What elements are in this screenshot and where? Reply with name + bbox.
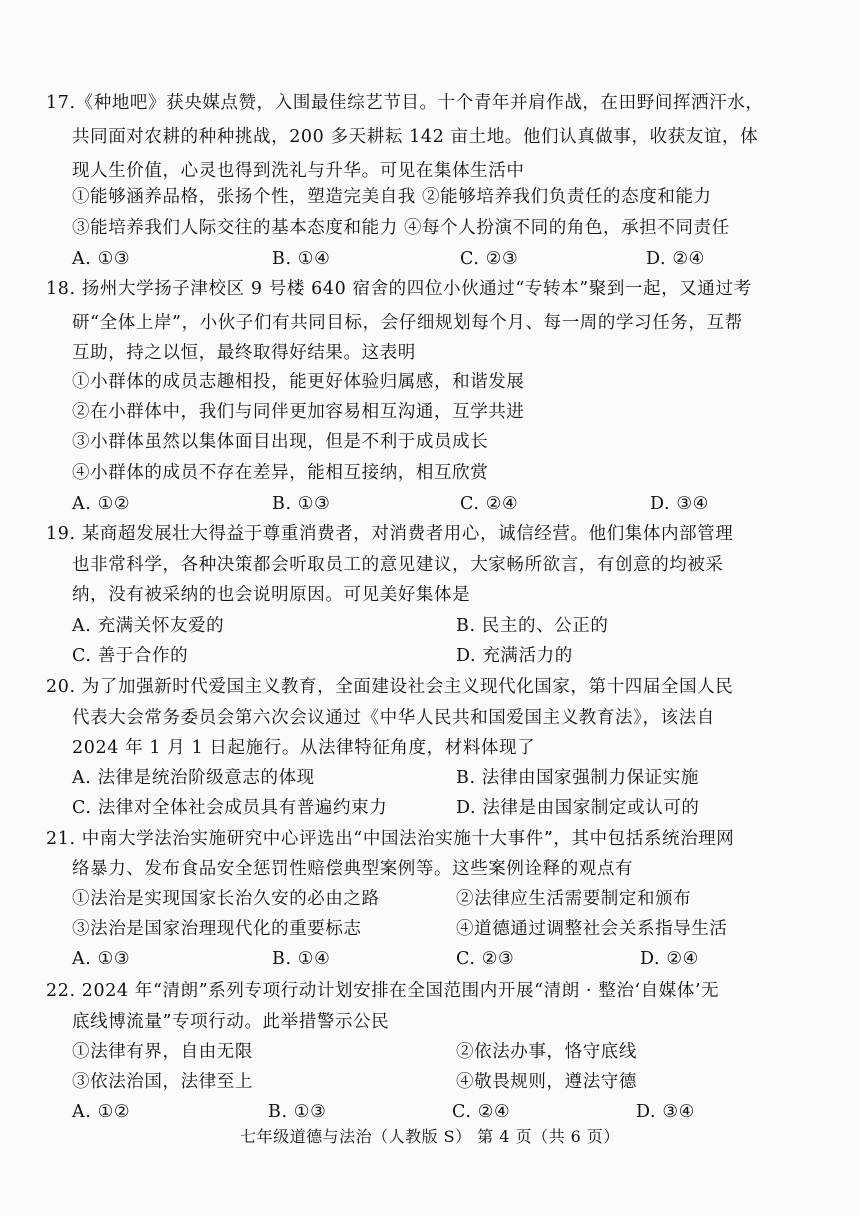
question-text: 共同面对农耕的种种挑战，200 多天耕耘 142 亩土地。他们认真做事，收获友谊，体 bbox=[72, 127, 759, 147]
statement: ④敬畏规则，遵法守德 bbox=[456, 1072, 637, 1092]
question-text: 互助，持之以恒，最终取得好结果。这表明 bbox=[72, 343, 416, 363]
option-a: A. 充满关怀友爱的 bbox=[72, 616, 225, 636]
option-b: B. 民主的、公正的 bbox=[456, 616, 609, 636]
option-d: D. ③④ bbox=[650, 494, 709, 514]
option-a: A. ①② bbox=[72, 494, 131, 514]
statement: ③法治是国家治理现代化的重要标志 bbox=[72, 919, 362, 939]
option-c: C. ②③ bbox=[456, 949, 515, 969]
option-d: D. ②④ bbox=[640, 949, 699, 969]
option-b: B. ①③ bbox=[272, 494, 331, 514]
question-text: 也非常科学，各种决策都会听取员工的意见建议，大家畅所欲言，有创意的均被采 bbox=[72, 555, 724, 575]
question-text: 现人生价值，心灵也得到洗礼与升华。可见在集体生活中 bbox=[72, 161, 525, 181]
statement: ②在小群体中，我们与同伴更加容易相互沟通，互学共进 bbox=[72, 402, 525, 422]
statement: ②法律应生活需要制定和颁布 bbox=[456, 889, 692, 909]
option-c: C. 法律对全体社会成员具有普遍约束力 bbox=[72, 798, 388, 818]
option-a: A. ①③ bbox=[72, 249, 131, 269]
statement: ①法律有界，自由无限 bbox=[72, 1042, 253, 1062]
statement: ④小群体的成员不存在差异，能相互接纳，相互欣赏 bbox=[72, 463, 489, 483]
question-text: 底线博流量”专项行动。此举措警示公民 bbox=[72, 1012, 390, 1032]
statement: ①法治是实现国家长治久安的必由之路 bbox=[72, 889, 380, 909]
question-text: 17.《种地吧》获央媒点赞，入围最佳综艺节目。十个青年并肩作战，在田野间挥洒汗水， bbox=[46, 93, 764, 113]
statement: ③能培养我们人际交往的基本态度和能力 ④每个人扮演不同的角色，承担不同责任 bbox=[72, 218, 730, 238]
option-b: B. 法律由国家强制力保证实施 bbox=[456, 768, 699, 788]
page-footer: 七年级道德与法治（人教版 S） 第 4 页（共 6 页） bbox=[240, 1127, 620, 1146]
option-d: D. 法律是由国家制定或认可的 bbox=[456, 798, 700, 818]
option-b: B. ①③ bbox=[268, 1102, 327, 1122]
statement: ④道德通过调整社会关系指导生活 bbox=[456, 919, 728, 939]
option-d: D. ②④ bbox=[646, 249, 705, 269]
question-text: 18. 扬州大学扬子津校区 9 号楼 640 宿舍的四位小伙通过“专转本”聚到一起，又通过考 bbox=[46, 279, 752, 299]
statement: ③依法治国，法律至上 bbox=[72, 1072, 253, 1092]
option-c: C. 善于合作的 bbox=[72, 646, 189, 666]
question-text: 研“全体上岸”，小伙子们有共同目标，会仔细规划每个月、每一周的学习任务，互帮 bbox=[72, 313, 743, 333]
option-b: B. ①④ bbox=[272, 949, 331, 969]
question-text: 19. 某商超发展壮大得益于尊重消费者，对消费者用心，诚信经营。他们集体内部管理 bbox=[46, 524, 734, 544]
option-a: A. ①② bbox=[72, 1102, 131, 1122]
question-text: 20. 为了加强新时代爱国主义教育，全面建设社会主义现代化国家，第十四届全国人民 bbox=[46, 677, 734, 697]
statement: ①小群体的成员志趣相投，能更好体验归属感，和谐发展 bbox=[72, 372, 525, 392]
option-c: C. ②④ bbox=[460, 494, 519, 514]
option-b: B. ①④ bbox=[272, 249, 331, 269]
question-text: 纳，没有被采纳的也会说明原因。可见美好集体是 bbox=[72, 585, 471, 605]
option-a: A. ①③ bbox=[72, 949, 131, 969]
option-d: D. ③④ bbox=[636, 1102, 695, 1122]
option-c: C. ②④ bbox=[452, 1102, 511, 1122]
option-a: A. 法律是统治阶级意志的体现 bbox=[72, 768, 315, 788]
statement: ①能够涵养品格，张扬个性，塑造完美自我 ②能够培养我们负责任的态度和能力 bbox=[72, 187, 712, 207]
statement: ③小群体虽然以集体面目出现，但是不利于成员成长 bbox=[72, 432, 489, 452]
option-c: C. ②③ bbox=[460, 249, 519, 269]
option-d: D. 充满活力的 bbox=[456, 646, 573, 666]
question-text: 代表大会常务委员会第六次会议通过《中华人民共和国爱国主义教育法》，该法自 bbox=[72, 708, 715, 728]
question-text: 2024 年 1 月 1 日起施行。从法律特征角度，材料体现了 bbox=[72, 738, 536, 758]
question-text: 络暴力、发布食品安全惩罚性赔偿典型案例等。这些案例诠释的观点有 bbox=[72, 859, 634, 879]
statement: ②依法办事，恪守底线 bbox=[456, 1042, 637, 1062]
question-text: 22. 2024 年“清朗”系列专项行动计划安排在全国范围内开展“清朗 · 整治‘自媒体’无 bbox=[46, 981, 720, 1001]
question-text: 21. 中南大学法治实施研究中心评选出“中国法治实施十大事件”，其中包括系统治理网 bbox=[46, 829, 735, 849]
